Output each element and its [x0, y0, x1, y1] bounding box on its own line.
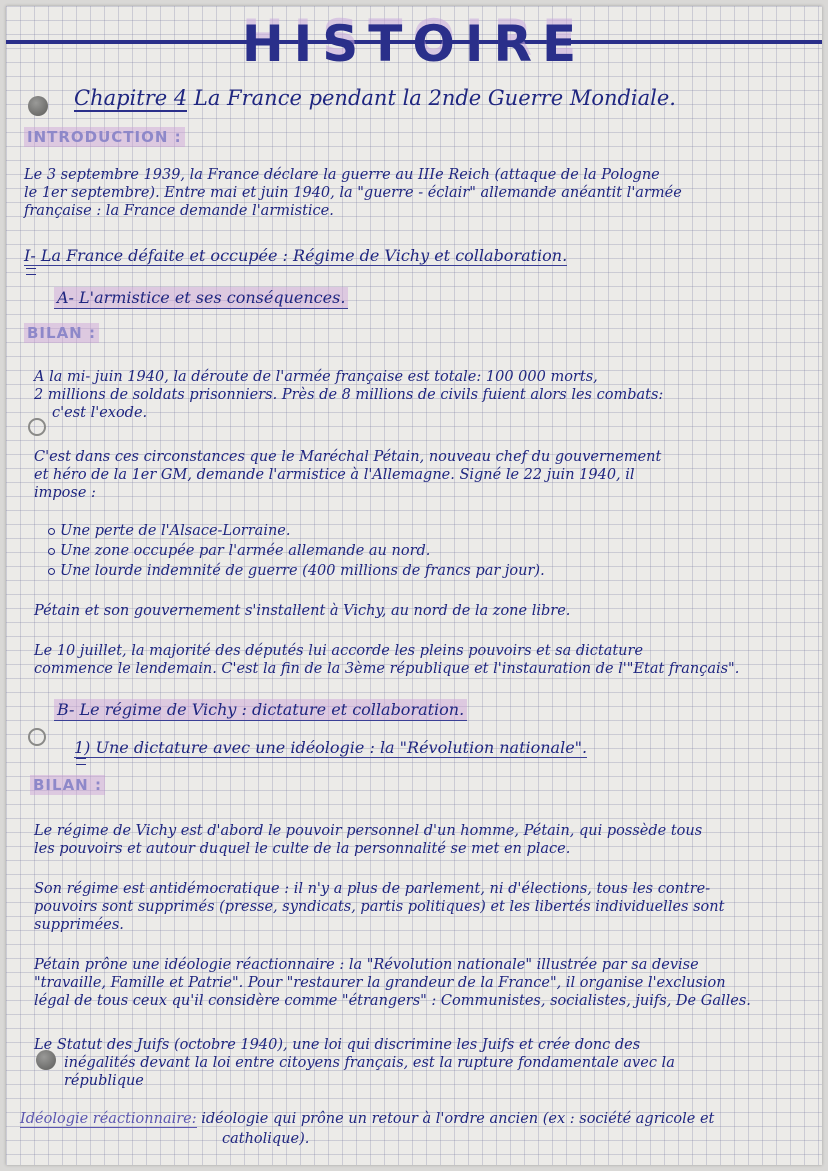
paragraph-line: Pétain prône une idéologie réactionnaire : la "Révolution nationale" illustrée par sa devise: [34, 957, 699, 973]
paragraph-line: C'est dans ces circonstances que le Maréchal Pétain, nouveau chef du gouvernement: [34, 449, 662, 465]
bullet-icon: [48, 548, 55, 555]
paragraph-line: pouvoirs sont supprimés (presse, syndicats, partis politiques) et les libertés individuelles sont: [34, 899, 725, 915]
paragraph-line: 2 millions de soldats prisonniers. Près de 8 millions de civils fuient alors les combats:: [34, 387, 664, 403]
subsection-b: B- Le régime de Vichy : dictature et collaboration.: [54, 700, 467, 719]
bullet-item: Une zone occupée par l'armée allemande au nord.: [48, 542, 430, 560]
notebook-page: [6, 6, 822, 1165]
chapter-heading: La France pendant la 2nde Guerre Mondiale.: [193, 86, 676, 110]
definition-text: catholique).: [222, 1131, 310, 1147]
chapter-title: [74, 86, 676, 110]
intro-line: française : la France demande l'armistice.: [24, 203, 334, 219]
paragraph-line: Le 10 juillet, la majorité des députés lui accorde les pleins pouvoirs et sa dictature: [34, 643, 644, 659]
paragraph-line: Pétain et son gouvernement s'installent à Vichy, au nord de la zone libre.: [34, 603, 571, 619]
definition-text: idéologie qui prône un retour à l'ordre ancien (ex : société agricole et: [201, 1111, 715, 1127]
double-underline: [26, 268, 36, 275]
page-title: HISTOIRE: [241, 15, 587, 73]
paragraph-line: légal de tous ceux qu'il considère comme "étrangers" : Communistes, socialistes, juifs, De Galles.: [34, 993, 751, 1009]
section-title-1: I- La France défaite et occupée : Régime de Vichy et collaboration.: [24, 246, 568, 265]
paragraph-line: et héro de la 1er GM, demande l'armistice à l'Allemagne. Signé le 22 juin 1940, il: [34, 467, 635, 483]
subsection-b1: 1) Une dictature avec une idéologie : la "Révolution nationale".: [74, 738, 588, 757]
paragraph-line: Son régime est antidémocratique : il n'y a plus de parlement, ni d'élections, tous les contre-: [34, 881, 711, 897]
chapter-label: Chapitre 4: [74, 86, 188, 110]
punch-hole: [28, 96, 48, 116]
bullet-icon: [48, 568, 55, 575]
paragraph-line: Le régime de Vichy est d'abord le pouvoir personnel d'un homme, Pétain, qui possède tous: [34, 823, 703, 839]
definition-term: Idéologie réactionnaire:: [20, 1111, 197, 1127]
subsection-a: A- L'armistice et ses conséquences.: [54, 288, 348, 307]
bilan-heading: BILAN :: [30, 776, 105, 794]
paragraph-line: impose :: [34, 485, 96, 501]
paragraph-line: A la mi- juin 1940, la déroute de l'armée française est totale: 100 000 morts,: [34, 369, 598, 385]
paragraph-line: inégalités devant la loi entre citoyens français, est la rupture fondamentale avec la: [64, 1055, 675, 1071]
paragraph-line: Le Statut des Juifs (octobre 1940), une loi qui discrimine les Juifs et crée donc des: [34, 1037, 641, 1053]
double-underline: [76, 758, 86, 765]
paragraph-line: république: [64, 1073, 144, 1089]
paragraph-line: supprimées.: [34, 917, 124, 933]
paragraph-line: "travaille, Famille et Patrie". Pour "restaurer la grandeur de la France", il organise l'exclusion: [34, 975, 726, 991]
punch-hole: [28, 728, 46, 746]
intro-heading: INTRODUCTION :: [24, 128, 185, 146]
definition: [20, 1110, 714, 1128]
bullet-item: Une lourde indemnité de guerre (400 millions de francs par jour).: [48, 562, 545, 580]
intro-line: le 1er septembre). Entre mai et juin 1940, la "guerre - éclair" allemande anéantit l'armée: [24, 185, 682, 201]
paragraph-line: les pouvoirs et autour duquel le culte de la personnalité se met en place.: [34, 841, 571, 857]
punch-hole: [28, 418, 46, 436]
bullet-item: Une perte de l'Alsace-Lorraine.: [48, 522, 291, 540]
bullet-icon: [48, 528, 55, 535]
bilan-heading: BILAN :: [24, 324, 99, 342]
paragraph-line: c'est l'exode.: [52, 405, 148, 421]
intro-line: Le 3 septembre 1939, la France déclare la guerre au IIIe Reich (attaque de la Pologne: [24, 167, 660, 183]
paragraph-line: commence le lendemain. C'est la fin de la 3ème république et l'instauration de l'"Etat français".: [34, 661, 740, 677]
